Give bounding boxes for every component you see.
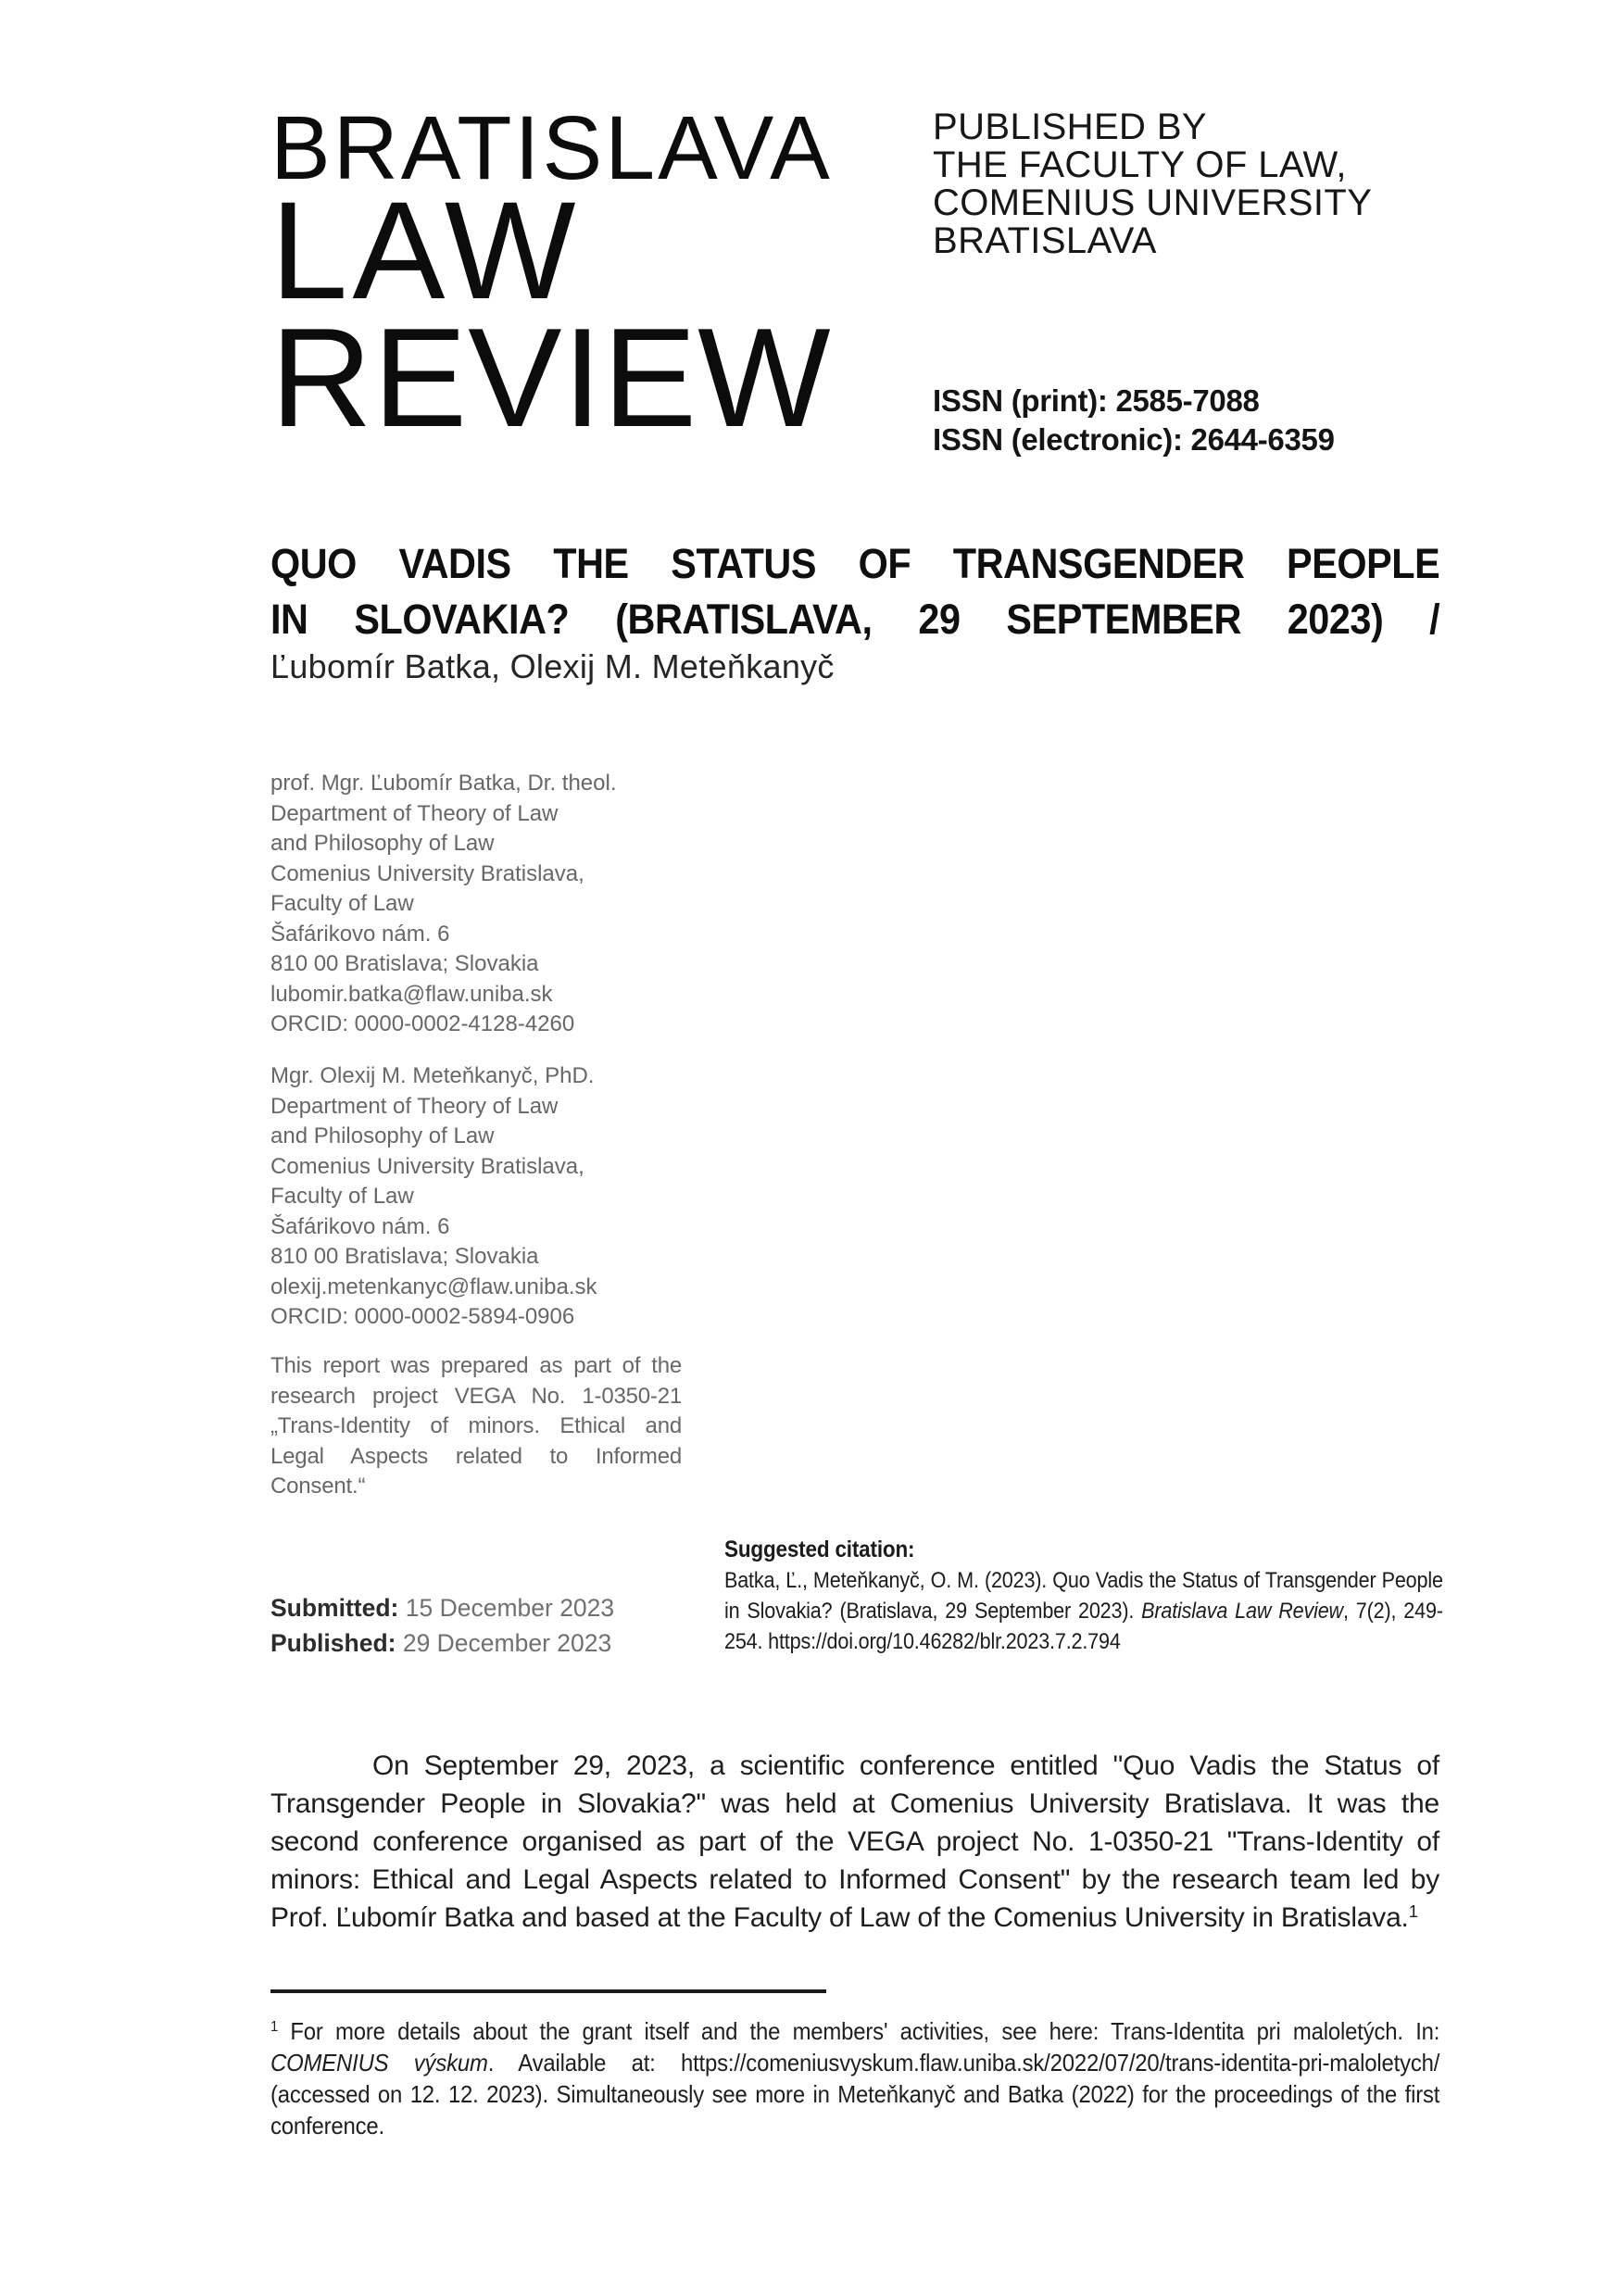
author2-university: Comenius University Bratislava, <box>270 1153 584 1179</box>
suggested-citation-heading: Suggested citation: <box>724 1537 915 1562</box>
submitted-label: Submitted: <box>270 1594 399 1622</box>
publisher-line: THE FACULTY OF LAW, <box>933 144 1347 185</box>
author2-affiliation-block <box>270 1061 682 1333</box>
dates-block <box>270 1590 614 1661</box>
citation-doi: , 7(2), 249-254. https://doi.org/10.46282/blr.2023.7.2.794 <box>724 1599 1443 1654</box>
published-label: Published: <box>270 1629 396 1657</box>
article-authors: Ľubomír Batka, Olexij M. Meteňkanyč <box>270 647 835 685</box>
issn-electronic: ISSN (electronic): 2644-6359 <box>933 422 1335 457</box>
footnote-source-italic: COMENIUS výskum <box>270 2049 488 2076</box>
project-note: This report was prepared as part of the research project VEGA No. 1-0350-21 „Trans-Identity of minors. Ethical and Legal Aspects related to Informed Consent.“ <box>270 1353 682 1499</box>
footnote-text: For more details about the grant itself and the members' activities, see here: Trans-Identita pri maloletých. In: <box>278 2017 1440 2045</box>
issn-print: ISSN (print): 2585-7088 <box>933 383 1260 418</box>
journal-logo-line-bratislava: BRATISLAVA <box>270 97 833 198</box>
author2-email: olexij.metenkanyc@flaw.uniba.sk <box>270 1273 597 1299</box>
author1-affiliation-block <box>270 769 682 1040</box>
footnote-separator-rule <box>270 1989 826 1993</box>
body-paragraph <box>270 1747 1439 1937</box>
footnote-reference: 1 <box>1408 1901 1418 1921</box>
author1-email: lubomir.batka@flaw.uniba.sk <box>270 981 553 1007</box>
published-row <box>270 1625 614 1661</box>
suggested-citation-block <box>724 1535 1443 1657</box>
author1-department: Department of Theory of Law <box>270 800 559 826</box>
publisher-line: PUBLISHED BY <box>933 107 1208 147</box>
author1-orcid: ORCID: 0000-0002-4128-4260 <box>270 1011 575 1036</box>
citation-text: Batka, Ľ., Meteňkanyč, O. M. (2023). Quo Vadis the Status of Transgender People in Slovakia? (Bratislava, 29 September 2023). <box>724 1568 1443 1624</box>
citation-journal-name: Bratislava Law Review <box>1141 1599 1343 1624</box>
author2-name: Mgr. Olexij M. Meteňkanyč, PhD. <box>270 1063 595 1088</box>
author2-orcid: ORCID: 0000-0002-5894-0906 <box>270 1304 575 1329</box>
article-title-line-1: QUO VADIS THE STATUS OF TRANSGENDER PEOPLE <box>270 540 1440 587</box>
journal-logo-line-law: LAW <box>270 172 581 328</box>
author1-university: Comenius University Bratislava, <box>270 860 584 886</box>
publisher-line: COMENIUS UNIVERSITY <box>933 182 1373 223</box>
body-paragraph-text: On September 29, 2023, a scientific conference entitled "Quo Vadis the Status of Transgender People in Slovakia?" was held at Comenius University Bratislava. It was the second conference organised as part of the VEGA project No. 1-0350-21 "Trans-Identity of minors: Ethical and Legal Aspects related to Informed Consent" by the research team led by Prof. Ľubomír Batka and based at the Faculty of Law of the Comenius University in Bratislava. <box>270 1750 1439 1933</box>
author2-department: Department of Theory of Law <box>270 1093 559 1119</box>
author2-faculty: Faculty of Law <box>270 1184 414 1209</box>
published-value: 29 December 2023 <box>402 1629 612 1657</box>
issn-block <box>933 382 1335 459</box>
author1-department: and Philosophy of Law <box>270 831 495 856</box>
author1-faculty: Faculty of Law <box>270 891 414 916</box>
suggested-citation-text <box>724 1565 1443 1657</box>
author1-name: prof. Mgr. Ľubomír Batka, Dr. theol. <box>270 771 617 796</box>
author2-city: 810 00 Bratislava; Slovakia <box>270 1244 539 1269</box>
article-title <box>270 536 1439 647</box>
author2-department: and Philosophy of Law <box>270 1123 495 1148</box>
submitted-value: 15 December 2023 <box>405 1594 615 1622</box>
footnote-text-continued: . Available at: https://comeniusvyskum.flaw.uniba.sk/2022/07/20/trans-identita-pri-maloletych/ (accessed on 12. 12. 2023). Simultaneously see more in Meteňkanyč and Batka (2022) for the proceedings of the first conference. <box>270 2049 1440 2139</box>
author1-street: Šafárikovo nám. 6 <box>270 921 450 947</box>
publisher-line: BRATISLAVA <box>933 220 1157 261</box>
author2-street: Šafárikovo nám. 6 <box>270 1213 450 1239</box>
article-title-line-2: IN SLOVAKIA? (BRATISLAVA, 29 SEPTEMBER 2023) / <box>270 596 1440 643</box>
footnote-marker: 1 <box>270 2018 279 2036</box>
publisher-block <box>933 108 1372 260</box>
author1-city: 810 00 Bratislava; Slovakia <box>270 951 539 976</box>
journal-logo-line-review: REVIEW <box>270 299 832 457</box>
footnote-block <box>270 2015 1439 2141</box>
submitted-row <box>270 1590 614 1625</box>
